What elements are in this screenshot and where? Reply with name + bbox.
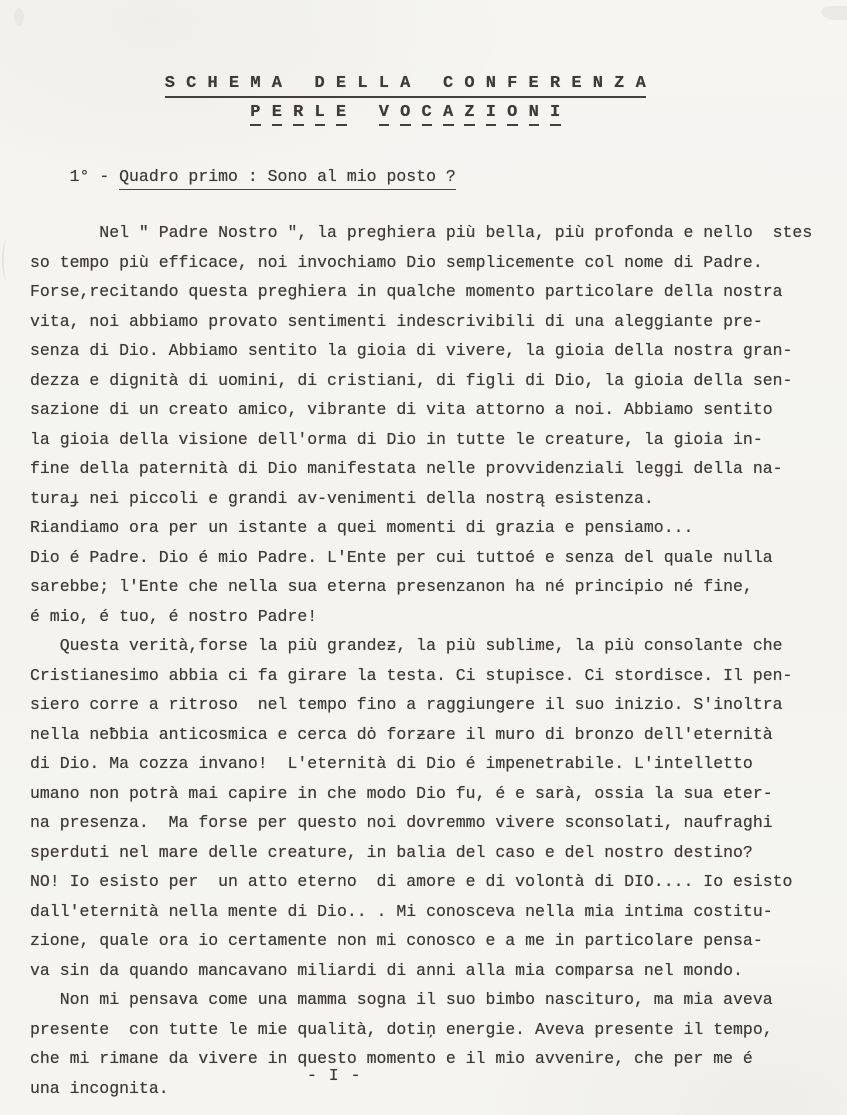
text-line: zione, quale ora io certamente non mi conosco e a me in particolare pensa- <box>30 931 763 950</box>
text-line: sperduti nel mare delle creature, in balia del caso e del nostro destino? <box>30 842 753 862</box>
text-line: na presenza. Ma forse per questo noi dovremmo vivere sconsolati, naufraghi <box>30 813 773 832</box>
text-line: nella neƀbia anticosmica e cerca dȯ forƶare il muro di bronzo dell'eternità <box>30 724 773 744</box>
section-number: 1° - <box>69 167 120 186</box>
section-heading <box>30 148 847 209</box>
text-line: Cristianesimo abbia ci fa girare la testa. Ci stupisce. Ci stordisce. Il pen- <box>30 665 793 685</box>
text-line: Dio é Padre. Dio é mio Padre. L'Ente per cui tuttoé e senza del quale nulla <box>30 547 773 567</box>
title-line-2: P E R L E V O C A Z I O N I <box>0 103 829 126</box>
text-line: turaɟ nei piccoli e grandi av-venimenti della nostrą esistenza. <box>30 488 654 508</box>
scan-artifact <box>2 240 10 280</box>
title-line-1: S C H E M A D E L L A C O N F E R E N Z A <box>165 74 647 98</box>
text-line: siero corre a ritroso nel tempo fino a raggiungere il suo inizio. S'inoltra <box>30 695 783 714</box>
text-line: Questa verità,forse la più grandeƶ, la più sublime, la più consolante che <box>30 636 783 655</box>
text-line: fine della paternità di Dio manifestata nelle provvidenziali leggi della na- <box>30 459 783 478</box>
page-number: - I - <box>307 1066 362 1085</box>
text-line: so tempo più efficace, noi invochiamo Dio semplicemente col nome di Padre. <box>30 252 763 272</box>
text-line: Non mi pensava come una mamma sogna il suo bimbo nascituro, ma mia aveva <box>30 990 773 1009</box>
text-line: dall'eternità nella mente di Dio.. . Mi conosceva nella mia intima costitu- <box>30 901 773 921</box>
text-line: dezza e dignità di uomini, di cristiani, di figli di Dio, la gioia della sen- <box>30 370 793 390</box>
document-title <box>0 0 829 126</box>
text-line: sarebbe; l'Ente che nella sua eterna presenzanon ha né principio né fine, <box>30 577 753 596</box>
text-line: sazione di un creato amico, vibrante di vita attorno a noi. Abbiamo sentito <box>30 400 773 419</box>
text-line: di Dio. Ma cozza invano! L'eternità di Dio é impenetrabile. L'intelletto <box>30 754 753 773</box>
text-line: Riandiamo ora per un istante a quei momenti di grazia e pensiamo... <box>30 518 694 537</box>
text-line: va sin da quando mancavano miliardi di anni alla mia comparsa nel mondo. <box>30 960 743 980</box>
text-line: vita, noi abbiamo provato sentimenti indescrivibili di una aleggiante pre- <box>30 311 763 331</box>
text-line: che mi rimane da vivere in questo momento e il mio avvenire, che per me é <box>30 1049 753 1068</box>
text-line: umano non potrà mai capire in che modo Dio fu, é e sarà, ossia la sua eter- <box>30 783 773 803</box>
text-line: é mio, é tuo, é nostro Padre! <box>30 606 318 626</box>
section-heading-text: Quadro primo : Sono al mio posto ? <box>119 167 456 190</box>
text-line: NO! Io esisto per un atto eterno di amore e di volontà di DIO.... Io esisto <box>30 872 793 891</box>
text-line: senza di Dio. Abbiamo sentito la gioia di vivere, la gioia della nostra gran- <box>30 341 793 360</box>
text-line: una incognita. <box>30 1078 169 1098</box>
text-line: presente con tutte le mie qualità, dotiņ energie. Aveva presente il tempo, <box>30 1019 773 1039</box>
text-line: Forse,recitando questa preghiera in qualche momento particolare della nostra <box>30 282 783 301</box>
body-paragraphs <box>30 218 847 1103</box>
text-line: Nel " Padre Nostro ", la preghiera più bella, più profonda e nello stes <box>30 223 813 242</box>
text-line: la gioia della visione dell'orma di Dio in tutte le creature, la gioia in- <box>30 429 763 449</box>
